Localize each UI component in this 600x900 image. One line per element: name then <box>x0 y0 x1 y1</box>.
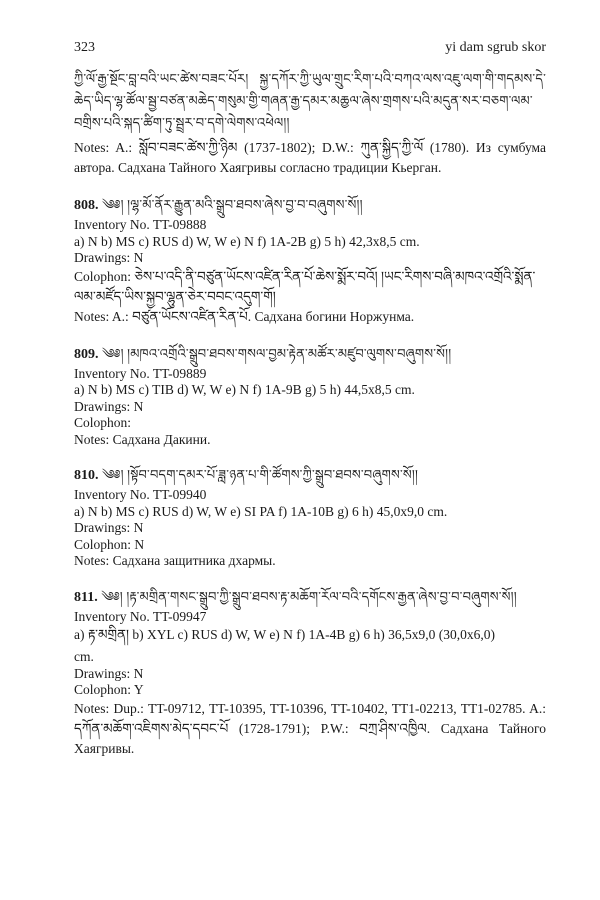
catalog-entry-810 <box>74 464 546 570</box>
entry-details-continued: cm. <box>74 649 94 664</box>
colophon-field: Colophon: <box>74 415 132 430</box>
entry-heading <box>74 343 546 366</box>
catalog-entry-809 <box>74 343 546 449</box>
drawings-field: Drawings: N <box>74 520 144 535</box>
drawings-field: Drawings: N <box>74 398 144 414</box>
entry-details: a) N b) MS c) RUS d) W, W e) N f) 1A-2B g) 5 h) 42,3x8,5 cm. <box>74 233 420 249</box>
entry-number: 810. <box>74 468 99 483</box>
notes-field: Notes: Dup.: TT-09712, TT-10395, TT-10396, TT-10402, TT1-02213, TT1-02785. A.: དཀོན་མཆོག་འཇིགས་མེད་དབང་པོ (1728-1791); P.W.: བཀྲ་ཤིས་འཁྱིལ. Садхана Тайного Хаягривы. <box>74 700 546 756</box>
entry-title: ༄༅། །སྟོབ་བདག་དམར་པོ་ཟླ་ཉན་པ་གི་ཚོགས་ཀྱི་སྒྲུབ་ཐབས་བཞུགས་སོ།། <box>102 467 419 482</box>
entry-number: 809. <box>74 346 99 362</box>
entry-details: a) N b) MS c) RUS d) W, W e) SI PA f) 1A-10B g) 6 h) 45,0x9,0 cm. <box>74 503 448 519</box>
inventory-number: Inventory No. TT-09889 <box>74 365 207 381</box>
inventory-number: Inventory No. TT-09940 <box>74 487 207 502</box>
notes-field: Notes: Садхана защитника дхармы. <box>74 553 276 568</box>
colophon-field: Colophon: ཅེས་པ་འདི་ནི་བཙུན་ཡོངས་འཛིན་རིན་པོ་ཆེས་སྨོར་བའོ། །ཡང་རིགས་བཞི་མཁའ་འགྲོའི་སྨོན་ལམ་མཛོད་ཡིས་སྐྱབ་ལྷུན་ཅེར་བབང་འདུག་གོ། <box>74 268 536 304</box>
entry-title: ༄༅། །མཁའ་འགྲོའི་སྒྲུབ་ཐབས་གསལ་བྱམ་རྟེན་མཚོར་མཛུབ་ལུགས་བཞུགས་སོ།། <box>102 345 452 361</box>
drawings-field: Drawings: N <box>74 250 144 265</box>
catalog-entry-808 <box>74 194 546 327</box>
intro-block <box>74 68 546 178</box>
drawings-field: Drawings: N <box>74 665 144 681</box>
running-title: yi dam sgrub skor <box>445 40 546 55</box>
entry-number: 811. <box>74 589 98 605</box>
inventory-number: Inventory No. TT-09947 <box>74 608 207 624</box>
entry-heading <box>74 194 546 217</box>
catalog-entry-811 <box>74 586 546 759</box>
entry-title: ༄༅། །ལྷ་མོ་ནོར་རྒྱུན་མའི་སྒྲུབ་ཐབས་ཞེས་བྱ་བ་བཞུགས་སོ།། <box>102 197 363 212</box>
entry-title: ༄༅། །རྟ་མགྲིན་གསང་སྒྲུབ་ཀྱི་སྒྲུབ་ཐབས་རྟ་མཆོག་རོལ་བའི་དགོངས་རྒྱན་ཞེས་བྱ་བ་བཞུགས་སོ།། <box>101 588 517 604</box>
colophon-field: Colophon: Y <box>74 682 144 697</box>
entry-number: 808. <box>74 198 99 213</box>
intro-tibetan-text: ཀྱི་ལོ་རྒྱ་སྔོང་བླ་བའི་ཡང་ཚེས་བཟང་པོར། སྐྱ་དཀོར་ཀྱི་ཡུལ་གྲུང་རིག་པའི་བཀའ་ལས་འཇུ་ལག་གི་གདམས་དེ་ཆེད་ཡིད་ལྷ་ཚོལ་སྦྱ་བཙན་མཆེད་གསུམ་གྱི་གཞན་རྒྱ་དམར་མཆྱལ་ཞེས་གྲགས་པའི་མདུན་སར་བཅག་ལམ་བགྲིས་པའི་སྐད་ཚིག་ཏུ་སྦྲར་བ་དགེ་ལེགས་འཕེལ།། <box>74 71 546 130</box>
intro-notes: Notes: A.: སློབ་བཟང་ཚེས་ཀྱི་ཉིམ (1737-1802); D.W.: ཀུན་སྐྱིད་ཀྱི་ལོ (1780). Из сумбума автора. Садхана Тайного Хаягривы согласно традиции Кьерган. <box>74 140 546 175</box>
notes-field: Notes: Садхана Дакини. <box>74 431 211 447</box>
notes-field: Notes: A.: བཙུན་ཡོངས་འཛིན་རིན་པོ. Садхана богини Норжунма. <box>74 308 415 324</box>
inventory-number: Inventory No. TT-09888 <box>74 217 207 232</box>
entry-heading <box>74 586 546 609</box>
entry-details: a) རྟ་མགྲིན། b) XYL c) RUS d) W, W e) N f) 1A-4B g) 6 h) 36,5x9,0 (30,0x6,0) <box>74 627 496 642</box>
document-page <box>74 40 546 759</box>
entry-heading <box>74 464 546 487</box>
page-number: 323 <box>74 40 95 55</box>
colophon-field: Colophon: N <box>74 536 145 552</box>
entry-details: a) N b) MS c) TIB d) W, W e) N f) 1A-9B g) 5 h) 44,5x8,5 cm. <box>74 382 415 397</box>
page-header <box>74 40 546 62</box>
